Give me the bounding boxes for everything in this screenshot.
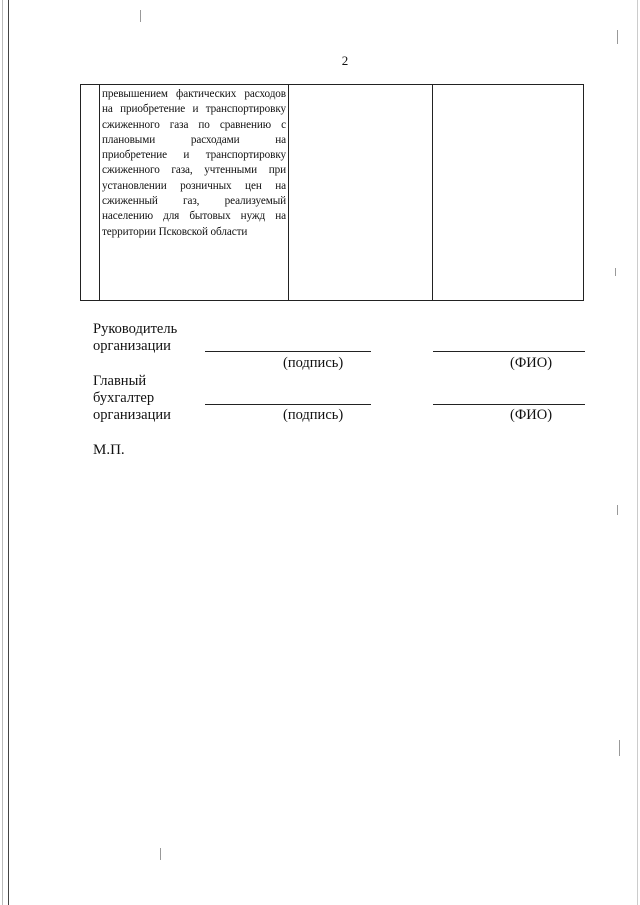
scan-speck [619,740,620,756]
accountant-signature-caption: (подпись) [283,407,344,423]
head-title-line2: организации [93,338,171,354]
table-cell-value-1 [289,85,433,301]
scan-speck [160,848,161,860]
scan-edge-outer [2,0,3,905]
head-name-line [433,351,585,352]
head-signature-line [205,351,371,352]
scan-speck [140,10,141,22]
accountant-signature-line [205,404,371,405]
accountant-name-line [433,404,585,405]
accountant-title-line2: бухгалтер [93,390,155,406]
page-number: 2 [341,53,349,68]
row-description: превышением фактических расходов на приобретение и транспортировку сжиженного газа по сравнению с плановыми расходами на приобретение и транспортировку сжиженного газа, учтенными при установлении розничных цен на сжиженный газ, реализуемый населению для бытовых нужд на территории Псковской области [102,88,286,238]
table-row [81,85,584,301]
table-cell-description [100,85,289,301]
scan-speck [617,505,618,515]
accountant-name-caption: (ФИО) [510,407,553,423]
scan-speck [615,268,616,276]
head-title-line1: Руководитель [93,321,178,337]
head-name-caption: (ФИО) [510,355,553,371]
accountant-title-line1: Главный [93,373,147,389]
table-cell-index [81,85,100,301]
head-signature-caption: (подпись) [283,355,344,371]
data-table [80,84,584,301]
scan-edge-left [8,0,9,905]
scan-edge-right [637,0,638,905]
scan-speck [617,30,618,44]
accountant-title-line3: организации [93,407,171,423]
stamp-placeholder: М.П. [93,442,125,458]
table-cell-value-2 [433,85,584,301]
